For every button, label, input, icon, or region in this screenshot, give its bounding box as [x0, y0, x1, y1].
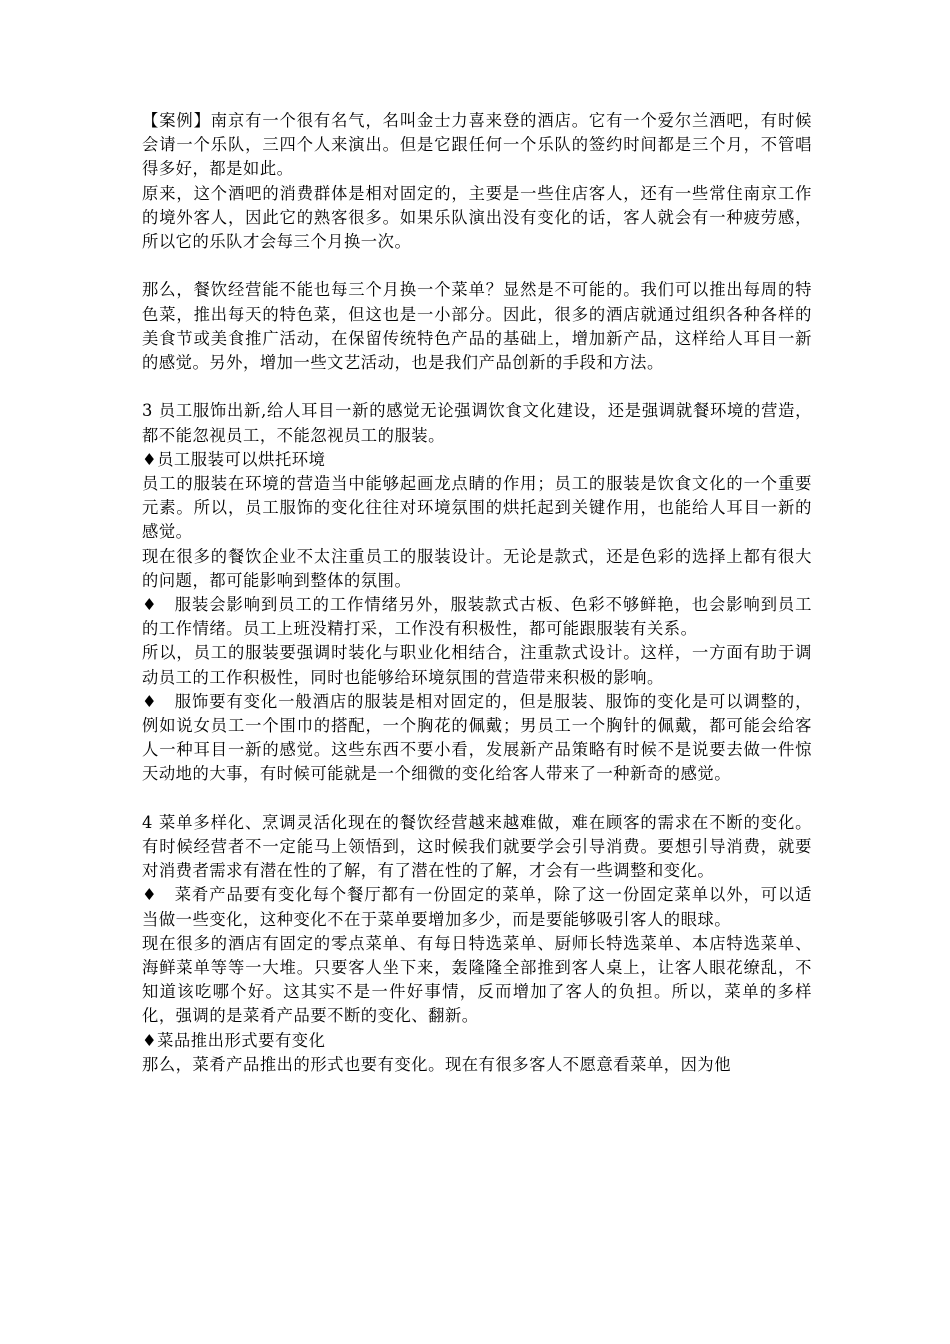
bullet-accessory-change: ♦ 服饰要有变化一般酒店的服装是相对固定的，但是服装、服饰的变化是可以调整的，例如说女员工一个围巾的搭配，一个胸花的佩戴；男员工一个胸针的佩戴，都可能会给客人一种耳目一新的感觉。这些东西不要小看，发展新产品策略有时候不是说要去做一件惊天动地的大事，有时候可能就是一个细微的变化给客人带来了一种新奇的感觉。 — [142, 691, 812, 784]
section-3-heading-paragraph: 3 员工服饰出新,给人耳目一新的感觉无论强调饮食文化建设，还是强调就餐环境的营造，都不能忽视员工，不能忽视员工的服装。 — [142, 401, 812, 445]
bullet-uniform-environment: ♦员工服装可以烘托环境 — [142, 449, 326, 469]
menu-variety-paragraph: 现在很多的酒店有固定的零点菜单、有每日特选菜单、厨师长特选菜单、本店特选菜单、海鲜菜单等等一大堆。只要客人坐下来，轰隆隆全部推到客人桌上，让客人眼花缭乱，不知道该吃哪个好。这其实不是一件好事情，反而增加了客人的负担。所以，菜单的多样化，强调的是菜肴产品要不断的变化、翻新。 — [142, 933, 812, 1026]
bullet-uniform-mood: ♦ 服装会影响到员工的工作情绪另外，服装款式古板、色彩不够鲜艳，也会影响到员工的工作情绪。员工上班没精打采，工作没有积极性，都可能跟服装有关系。 — [142, 595, 812, 639]
document-page — [142, 109, 812, 1077]
paragraph-gap — [142, 254, 812, 278]
section-4-heading-paragraph: 4 菜单多样化、烹调灵活化现在的餐饮经营越来越难做，难在顾客的需求在不断的变化。有时候经营者不一定能马上领悟到，这时候我们就要学会引导消费。要想引导消费，就要对消费者需求有潜在性的了解，有了潜在性的了解，才会有一些调整和变化。 — [142, 812, 812, 881]
presentation-paragraph: 那么，菜肴产品推出的形式也要有变化。现在有很多客人不愿意看菜单，因为他 — [142, 1054, 732, 1074]
case-explanation-paragraph: 原来，这个酒吧的消费群体是相对固定的，主要是一些住店客人，还有一些常住南京工作的境外客人，因此它的熟客很多。如果乐队演出没有变化的话，客人就会有一种疲劳感，所以它的乐队才会每三个月换一次。 — [142, 183, 812, 252]
uniform-design-paragraph: 现在很多的餐饮企业不太注重员工的服装设计。无论是款式，还是色彩的选择上都有很大的问题，都可能影响到整体的氛围。 — [142, 546, 812, 590]
menu-change-paragraph: 那么，餐饮经营能不能也每三个月换一个菜单？显然是不可能的。我们可以推出每周的特色菜，推出每天的特色菜，但这也是一小部分。因此，很多的酒店就通过组织各种各样的美食节或美食推广活动，在保留传统特色产品的基础上，增加新产品，这样给人耳目一新的感觉。另外，增加一些文艺活动，也是我们产品创新的手段和方法。 — [142, 280, 812, 373]
bullet-dish-presentation: ♦菜品推出形式要有变化 — [142, 1030, 326, 1050]
uniform-role-paragraph: 员工的服装在环境的营造当中能够起画龙点睛的作用；员工的服装是饮食文化的一个重要元素。所以，员工服饰的变化往往对环境氛围的烘托起到关键作用，也能给人耳目一新的感觉。 — [142, 474, 812, 542]
paragraph-gap — [142, 375, 812, 399]
case-intro-paragraph: 【案例】南京有一个很有名气，名叫金士力喜来登的酒店。它有一个爱尔兰酒吧，有时候会请一个乐队，三四个人来演出。但是它跟任何一个乐队的签约时间都是三个月，不管唱得多好，都是如此。 — [142, 111, 812, 179]
uniform-fashion-paragraph: 所以，员工的服装要强调时装化与职业化相结合，注重款式设计。这样，一方面有助于调动员工的工作积极性，同时也能够给环境氛围的营造带来积极的影响。 — [142, 643, 812, 687]
bullet-dish-change: ♦ 菜肴产品要有变化每个餐厅都有一份固定的菜单，除了这一份固定菜单以外，可以适当做一些变化，这种变化不在于菜单要增加多少，而是要能够吸引客人的眼球。 — [142, 885, 812, 929]
paragraph-gap — [142, 787, 812, 811]
